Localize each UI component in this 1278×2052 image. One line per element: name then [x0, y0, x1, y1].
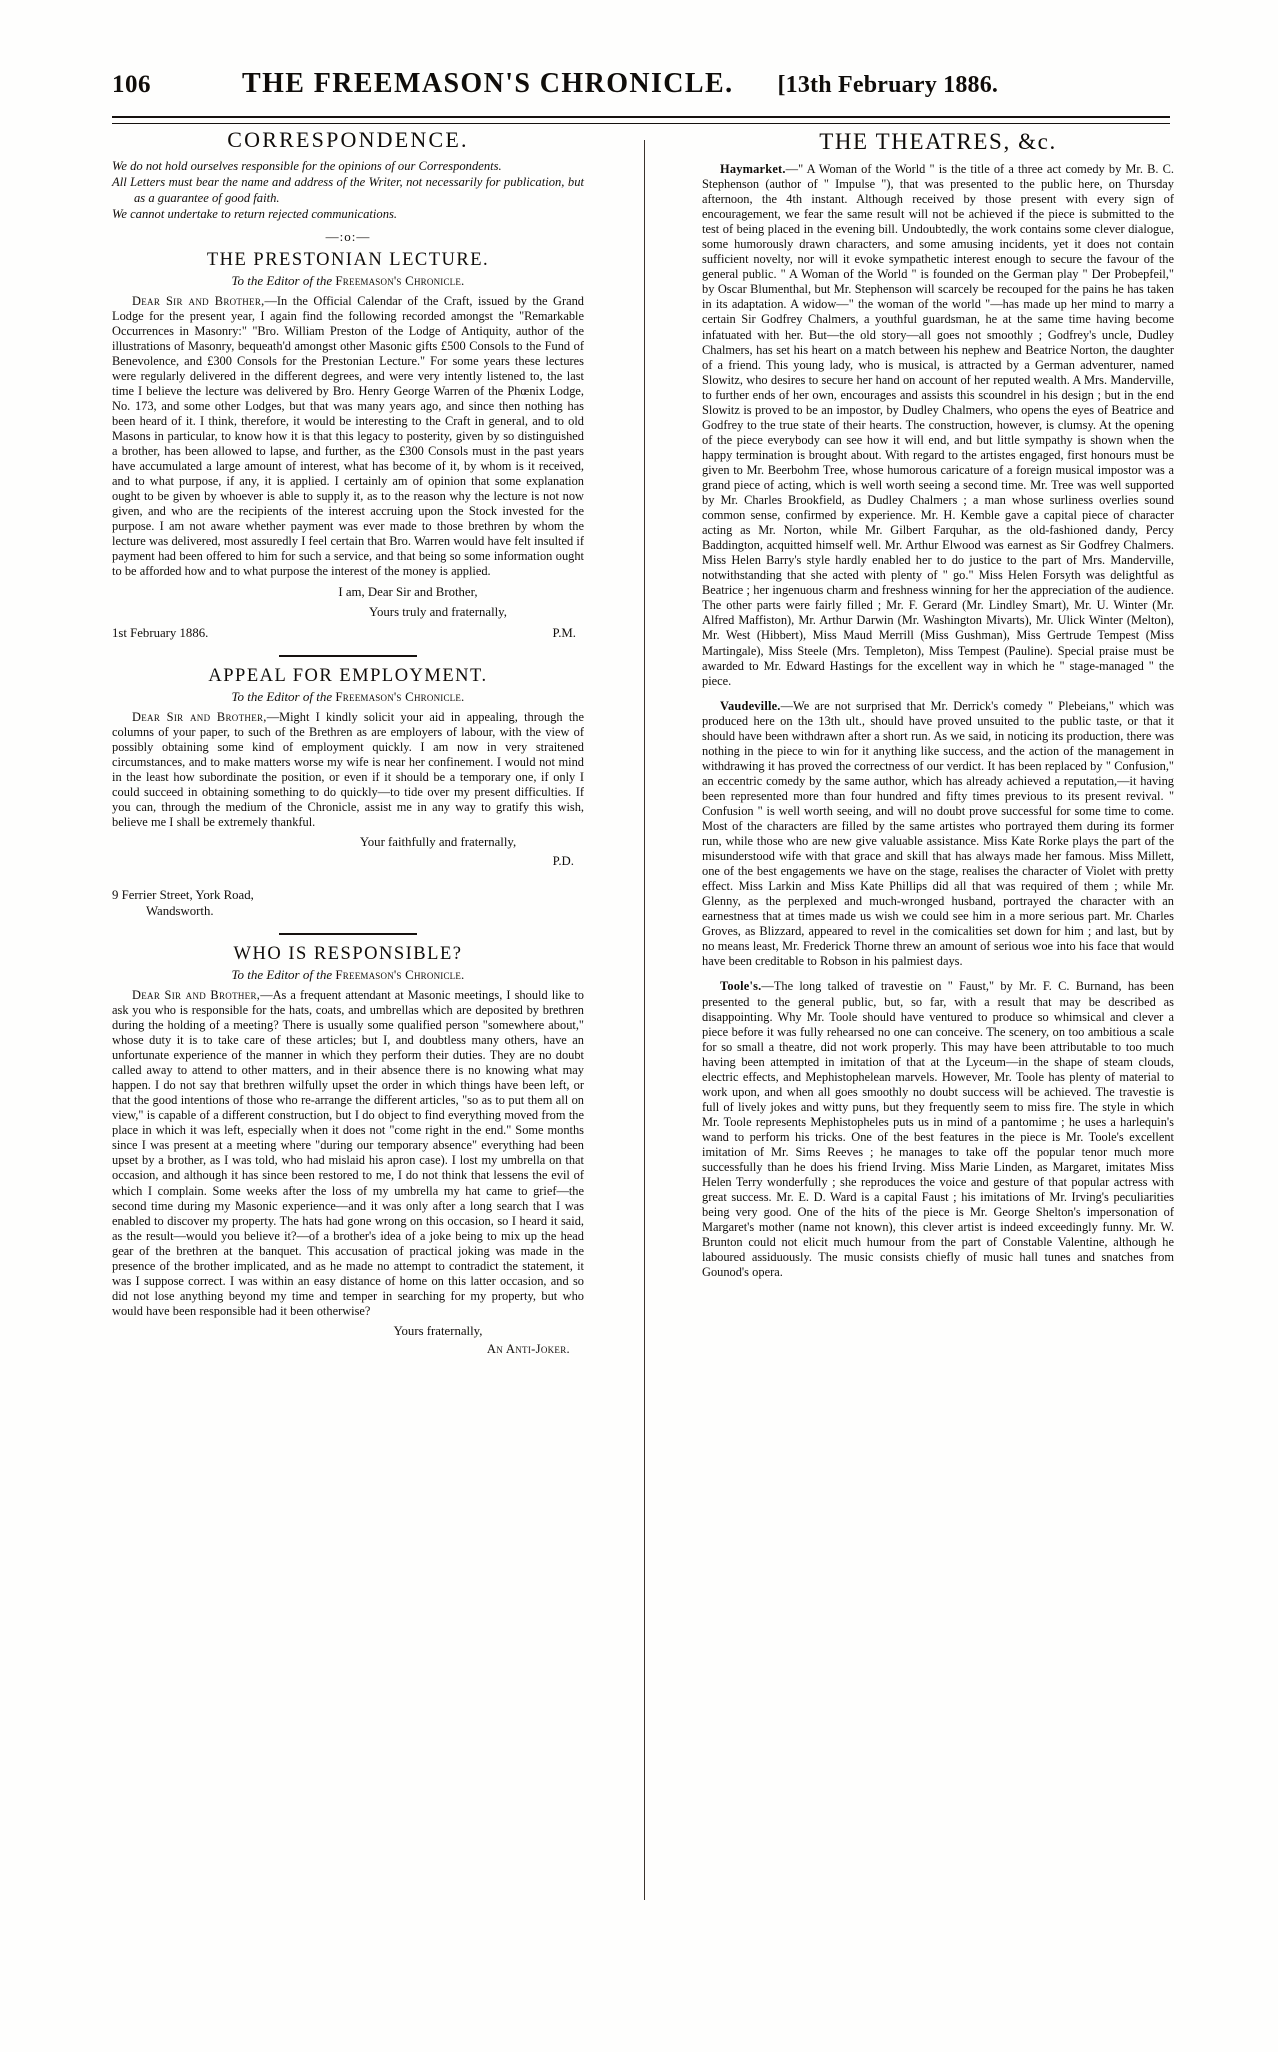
letter-signature-row: [112, 626, 584, 641]
masthead-rule: [112, 116, 1170, 124]
theatre-review-body: [702, 162, 1174, 689]
letter-body-text: —As a frequent attendant at Masonic meetings, I should like to ask you who is responsible for the hats, coats, and umbrellas which are deposited by brethren during the holding of a meeting? There is usually some qualified person "somewhere about," whose duty it is to take care of these articles; but I, and doubtless many others, have an unfortunate experience of the manner in which they perform their duties. They are no doubt called away to attend to other matters, and in their absence there is no knowing what may happen. I do not say that brethren wilfully upset the order in which things have been left, or that the good intentions of those who re-arrange the different articles, "so as to put them all on view," is capable of a different construction, but I do object to find everything moved from the place in which it was left, especially when it does not "come right in the end." Some months since I was present at a meeting where "during our temporary absence" everything had been upset by a brother, as I was told, who had mislaid his apron case). I lost my umbrella on that occasion, and although it has since been restored to me, I do not think that lessens the evil of which I complain. Some weeks after the loss of my umbrella my hat came to grief—the second time during my Masonic experience—and it was only after a long search that I was enabled to discover my property. The hats had gone wrong on this occasion, so I heard it said, as the result—would you believe it?—of a brother's idea of a joke being to mix up the head gear of the brethren at the banquet. This accusation of practical joking was made in the presence of the brother implicated, and as he made no attempt to contradict the statement, it was I suppose correct. I was within an easy distance of home on this latter occasion, and so did not lose anything beyond my time and temper in searching for my property, but who would have been responsible had it been otherwise?: [112, 987, 584, 1318]
letter-body: [112, 988, 584, 1319]
page-folio-number: 106: [112, 71, 151, 98]
notice-letters-requirements: All Letters must bear the name and address of the Writer, not necessarily for publication, but as a guarantee of good faith.: [112, 175, 584, 205]
letter-salutation: Dear Sir and Brother,: [132, 293, 265, 308]
notice-responsibility: We do not hold ourselves responsible for the opinions of our Correspondents.: [112, 159, 502, 173]
letter-body-text: —Might I kindly solicit your aid in appealing, through the columns of your paper, to such of the Brethren as are employers of labour, with the view of possibly obtaining some kind of employment quickly. I am now in very straitened circumstances, and to make matters worse my wife is near her confinement. I would not mind in the least how subordinate the position, or even if it should be a temporary one, if only I could succeed in obtaining something to do quickly—to tide over my present difficulties. If you can, through the medium of the Chronicle, assist me in any way to gratify this wish, believe me I shall be extremely thankful.: [112, 709, 584, 829]
letter-closing-line-1: Your faithfully and fraternally,: [359, 834, 517, 849]
column-right-theatres: [698, 130, 1174, 2020]
letter-body: [112, 710, 584, 830]
addressee-prefix: To the Editor of the: [231, 688, 336, 704]
addressee-paper: Freemason's Chronicle.: [335, 272, 465, 288]
theatre-review-tooles: [702, 979, 1174, 1280]
addressee-prefix: To the Editor of the: [231, 966, 336, 982]
addressee-paper: Freemason's Chronicle.: [335, 966, 465, 982]
theatre-name: Vaudeville.: [720, 698, 781, 713]
letter-closing-line-1: Yours fraternally,: [393, 1323, 483, 1338]
address-line-1: 9 Ferrier Street, York Road,: [112, 887, 254, 902]
masthead: [112, 68, 1170, 112]
letter-heading: THE PRESTONIAN LECTURE.: [206, 249, 490, 270]
letter-salutation: Dear Sir and Brother,: [132, 987, 261, 1002]
section-heading-theatres: THE THEATRES, &c.: [819, 129, 1057, 154]
addressee-paper: Freemason's Chronicle.: [335, 688, 465, 704]
theatre-name: Haymarket.: [720, 162, 786, 176]
letter-salutation: Dear Sir and Brother,: [132, 709, 267, 724]
letter-body-text: —In the Official Calendar of the Craft, issued by the Grand Lodge for the present year, I again find the following recorded amongst the "Remarkable Occurrences in Masonry:" "Bro. William Preston of the Lodge of Antiquity, author of the illustrations of Masonry, bequeath'd amongst other Masonic gifts £500 Consols to the Fund of Benevolence, and £300 Consols for the Prestonian Lecture." For some years these lectures were regularly delivered in the different degrees, and were very intently listened to, the last time I believe the lecture was delivered by Bro. Henry George Warren of the Phœnix Lodge, No. 173, and some other Lodges, but that was many years ago, and since then nothing has been heard of it. I think, therefore, it would be interesting to the Craft in general, and to old Masons in particular, to know how it is that this legacy to posterity, given by so distinguished a brother, has been allowed to lapse, and further, as the £300 Consols must in the past years have accumulated a large amount of interest, what has become of it, by whom is it received, and to what purpose, if any, it is applied. I certainly am of opinion that some explanation ought to be given by whoever is able to supply it, as to the reason why the lecture is not now given, and who are the recipients of the interest accruing upon the Stock invested for the purpose. I am not aware whether payment was ever made to those brethren by whom the lecture was delivered, most assuredly I feel certain that Bro. Warren would have felt insulted if payment had been offered to him for such a service, and that being so some information ought to be afforded how and to what purpose the interest of the money is applied.: [112, 293, 584, 579]
theatre-review-vaudeville: [702, 699, 1174, 970]
issue-date: [13th February 1886.: [777, 72, 999, 98]
publication-title: THE FREEMASON'S CHRONICLE.: [242, 68, 734, 99]
letter-body: [112, 294, 584, 580]
theatre-review-text: —" A Woman of the World " is the title of a three act comedy by Mr. B. C. Stephenson (author of " Impulse "), that was presented to the public here, on Thursday afternoon, the 4th instant. Although received by those present with every sign of encouragement, we fear the same result will not be achieved if the piece is submitted to the test of being placed in the evening bill. Undoubtedly, the work contains some clever dialogue, some humorously drawn characters, and some amusing incidents, yet it does not contain sufficient novelty, nor will it evoke sympathetic interest enough to secure the favour of the general public. " A Woman of the World " is founded on the German play " Der Probepfeil," by Oscar Blumenthal, but Mr. Stephenson will scarcely be recouped for the pains he has taken in its adaptation. A widow—" the woman of the world "—has made up her mind to marry a certain Sir Godfrey Chalmers, a youthful guardsman, he at the same time having become infatuated with her. But—the old story—all goes not smoothly ; Godfrey's uncle, Dudley Chalmers, has set his heart on a match between his nephew and Beatrice Norton, the daughter of a friend. This young lady, who is musical, is attracted by a German adventurer, named Slowitz, who desires to secure her hand on account of her reputed wealth. A Mrs. Manderville, to further ends of her own, encourages and assists this scoundrel in his design ; but in the end Slowitz is proved to be an impostor, by Dudley Chalmers, who opens the eyes of Beatrice and Godfrey to the true state of their hearts. The construction, however, is clumsy. At the opening of the piece everybody can see how it will end, and but little sympathy is shown when the happy termination is brought about. With regard to the artistes engaged, first honours must be given to Mr. Beerbohm Tree, whose humorous caricature of a foreign musical impostor was a grand piece of acting, which is well worth seeing a second time. Mr. Tree was well supported by Mr. Charles Brookfield, as Dudley Chalmers ; a man whose surliness overlies sound common sense, confirmed by experience. Mr. H. Kemble gave a capital piece of character acting as Mr. Norton, while Mr. Gilbert Farquhar, as the old-fashioned dandy, Percy Baddington, acquitted himself well. Mr. Arthur Elwood was earnest as Sir Godfrey Chalmers. Miss Helen Barry's style hardly enabled her to do justice to the part of Mrs. Manderville, notwithstanding that she acted with plenty of " go." Miss Helen Forsyth was delightful as Beatrice ; her ingenuous charm and freshness winning for her the appreciation of the audience. The other parts were fairly filled ; Mr. F. Gerard (Mr. Lindley Smart), Mr. U. Winter (Mr. Alfred Maffiston), Mr. Arthur Darwin (Mr. Washington Mivarts), Mr. Ulick Winter (Melton), Mr. West (Hibbert), Miss Maud Merrill (Miss Gushman), Miss Gertrude Tempest (Miss Martingale), Miss Steele (Mrs. Templeton), Miss Tempest (Pauline). Special praise must be awarded to Mr. Edward Hastings for the excellent way in which he " stage-managed " the piece.: [702, 162, 1174, 688]
letter-appeal-for-employment: [112, 665, 584, 919]
letter-signature: P.M.: [552, 625, 576, 640]
letter-addressee: [112, 967, 584, 982]
theatre-review-body: [702, 699, 1174, 970]
letter-address: [112, 887, 584, 919]
theatre-name: Toole's.: [720, 979, 762, 994]
letter-signature: P.D.: [552, 853, 574, 868]
theatre-review-body: [702, 979, 1174, 1280]
theatre-review-text: —We are not surprised that Mr. Derrick's comedy " Plebeians," which was produced here on the 13th ult., should have proved unsuited to the public taste, or that it should have been withdrawn after a short run. As we said, in noticing its production, there was nothing in the piece to win for it anything like success, and the action of the management in withdrawing it has proved the correctness of our verdict. It has been replaced by " Confusion," an eccentric comedy by the same author, which has already achieved a reputation,—it having been represented more than four hundred and fifty times previous to its present revival. " Confusion " is well worth seeing, and will no doubt prove successful for some time to come. Most of the characters are filled by the same artistes who portrayed them during its former run, while those who are new give valuable assistance. Miss Kate Rorke plays the part of the misunderstood wife with that grace and skill that has always made her famous. Miss Millett, one of the best engagements we have on the stage, realises the character of Violet with pretty effect. Miss Larkin and Miss Kate Phillips did all that was required of them ; while Mr. Glenny, as the perplexed and much-wronged husband, portrayed the character with an earnestness that at times made us wish we could see him in a more serious part. Mr. Charles Groves, as Blizzard, appeared to revel in the comicalities set down for him ; and last, but by no means least, Mr. Frederick Thorne threw an amount of serious woe into his face that would have been creditable to Robson in his palmiest days.: [702, 698, 1174, 969]
letter-signature: An Anti-Joker.: [486, 1341, 570, 1356]
letter-addressee: [112, 689, 584, 704]
section-heading-correspondence: CORRESPONDENCE.: [227, 127, 469, 152]
letter-separator-rule: [279, 655, 417, 657]
column-divider-rule: [592, 130, 698, 2020]
section-divider-ornament: —:o:—: [325, 228, 371, 244]
letter-addressee: [112, 273, 584, 288]
letter-heading: WHO IS RESPONSIBLE?: [233, 943, 463, 964]
address-line-2: Wandsworth.: [146, 903, 214, 918]
letter-separator-rule: [279, 933, 417, 935]
theatre-review-text: —The long talked of travestie on " Faust," by Mr. F. C. Burnand, has been presented to the general public, but, so far, with a result that may be described as disappointing. Why Mr. Toole should have ventured to produce so whimsical and clever a piece before it was fully rehearsed no one can conceive. The scenery, on too ambitious a scale for so small a theatre, did not work properly. This may have been attributable to too much having been attempted in imitation of that at the Lyceum—in the shape of steam clouds, electric effects, and Mephistophelean marvels. However, Mr. Toole has plenty of material to work upon, and when all goes smoothly no doubt success will be achieved. The travestie is full of lively jokes and witty puns, but they frequently seem to miss fire. The style in which Mr. Toole represents Mephistopheles puts us in mind of a pantomime ; he uses a harlequin's wand to perform his tricks. One of the best features in the piece is Mr. Toole's excellent imitation of Mr. Sims Reeves ; he manages to take off the popular tenor much more successfully than he does his friend Irving. Miss Marie Linden, as Margaret, imitates Miss Helen Terry wonderfully ; she reproduces the voice and gesture of that popular actress with great success. Mr. E. D. Ward is a capital Faust ; his imitations of Mr. Irving's peculiarities being very good. One of the hits of the piece is Mr. George Shelton's impersonation of Margaret's mother (name not known), this clever artist is indeed exceedingly funny. Mr. W. Brunton could not elicit much humour from the part of Constable Valentine, although he laboured assiduously. The music consists chiefly of music hall tunes and snatches from Gounod's opera.: [702, 979, 1174, 1280]
letter-date: 1st February 1886.: [112, 625, 209, 640]
page-columns: [112, 127, 1174, 2020]
addressee-prefix: To the Editor of the: [231, 272, 336, 288]
letter-closing-line-1: I am, Dear Sir and Brother,: [338, 584, 478, 599]
letter-prestonian-lecture: [112, 249, 584, 641]
letter-who-is-responsible: [112, 943, 584, 1357]
letter-closing-line-2: Yours truly and fraternally,: [369, 604, 507, 619]
theatre-review-haymarket: [702, 162, 1174, 689]
letter-heading: APPEAL FOR EMPLOYMENT.: [208, 665, 488, 686]
notice-rejected-communications: We cannot undertake to return rejected communications.: [112, 207, 398, 222]
column-left-correspondence: [112, 127, 592, 2020]
